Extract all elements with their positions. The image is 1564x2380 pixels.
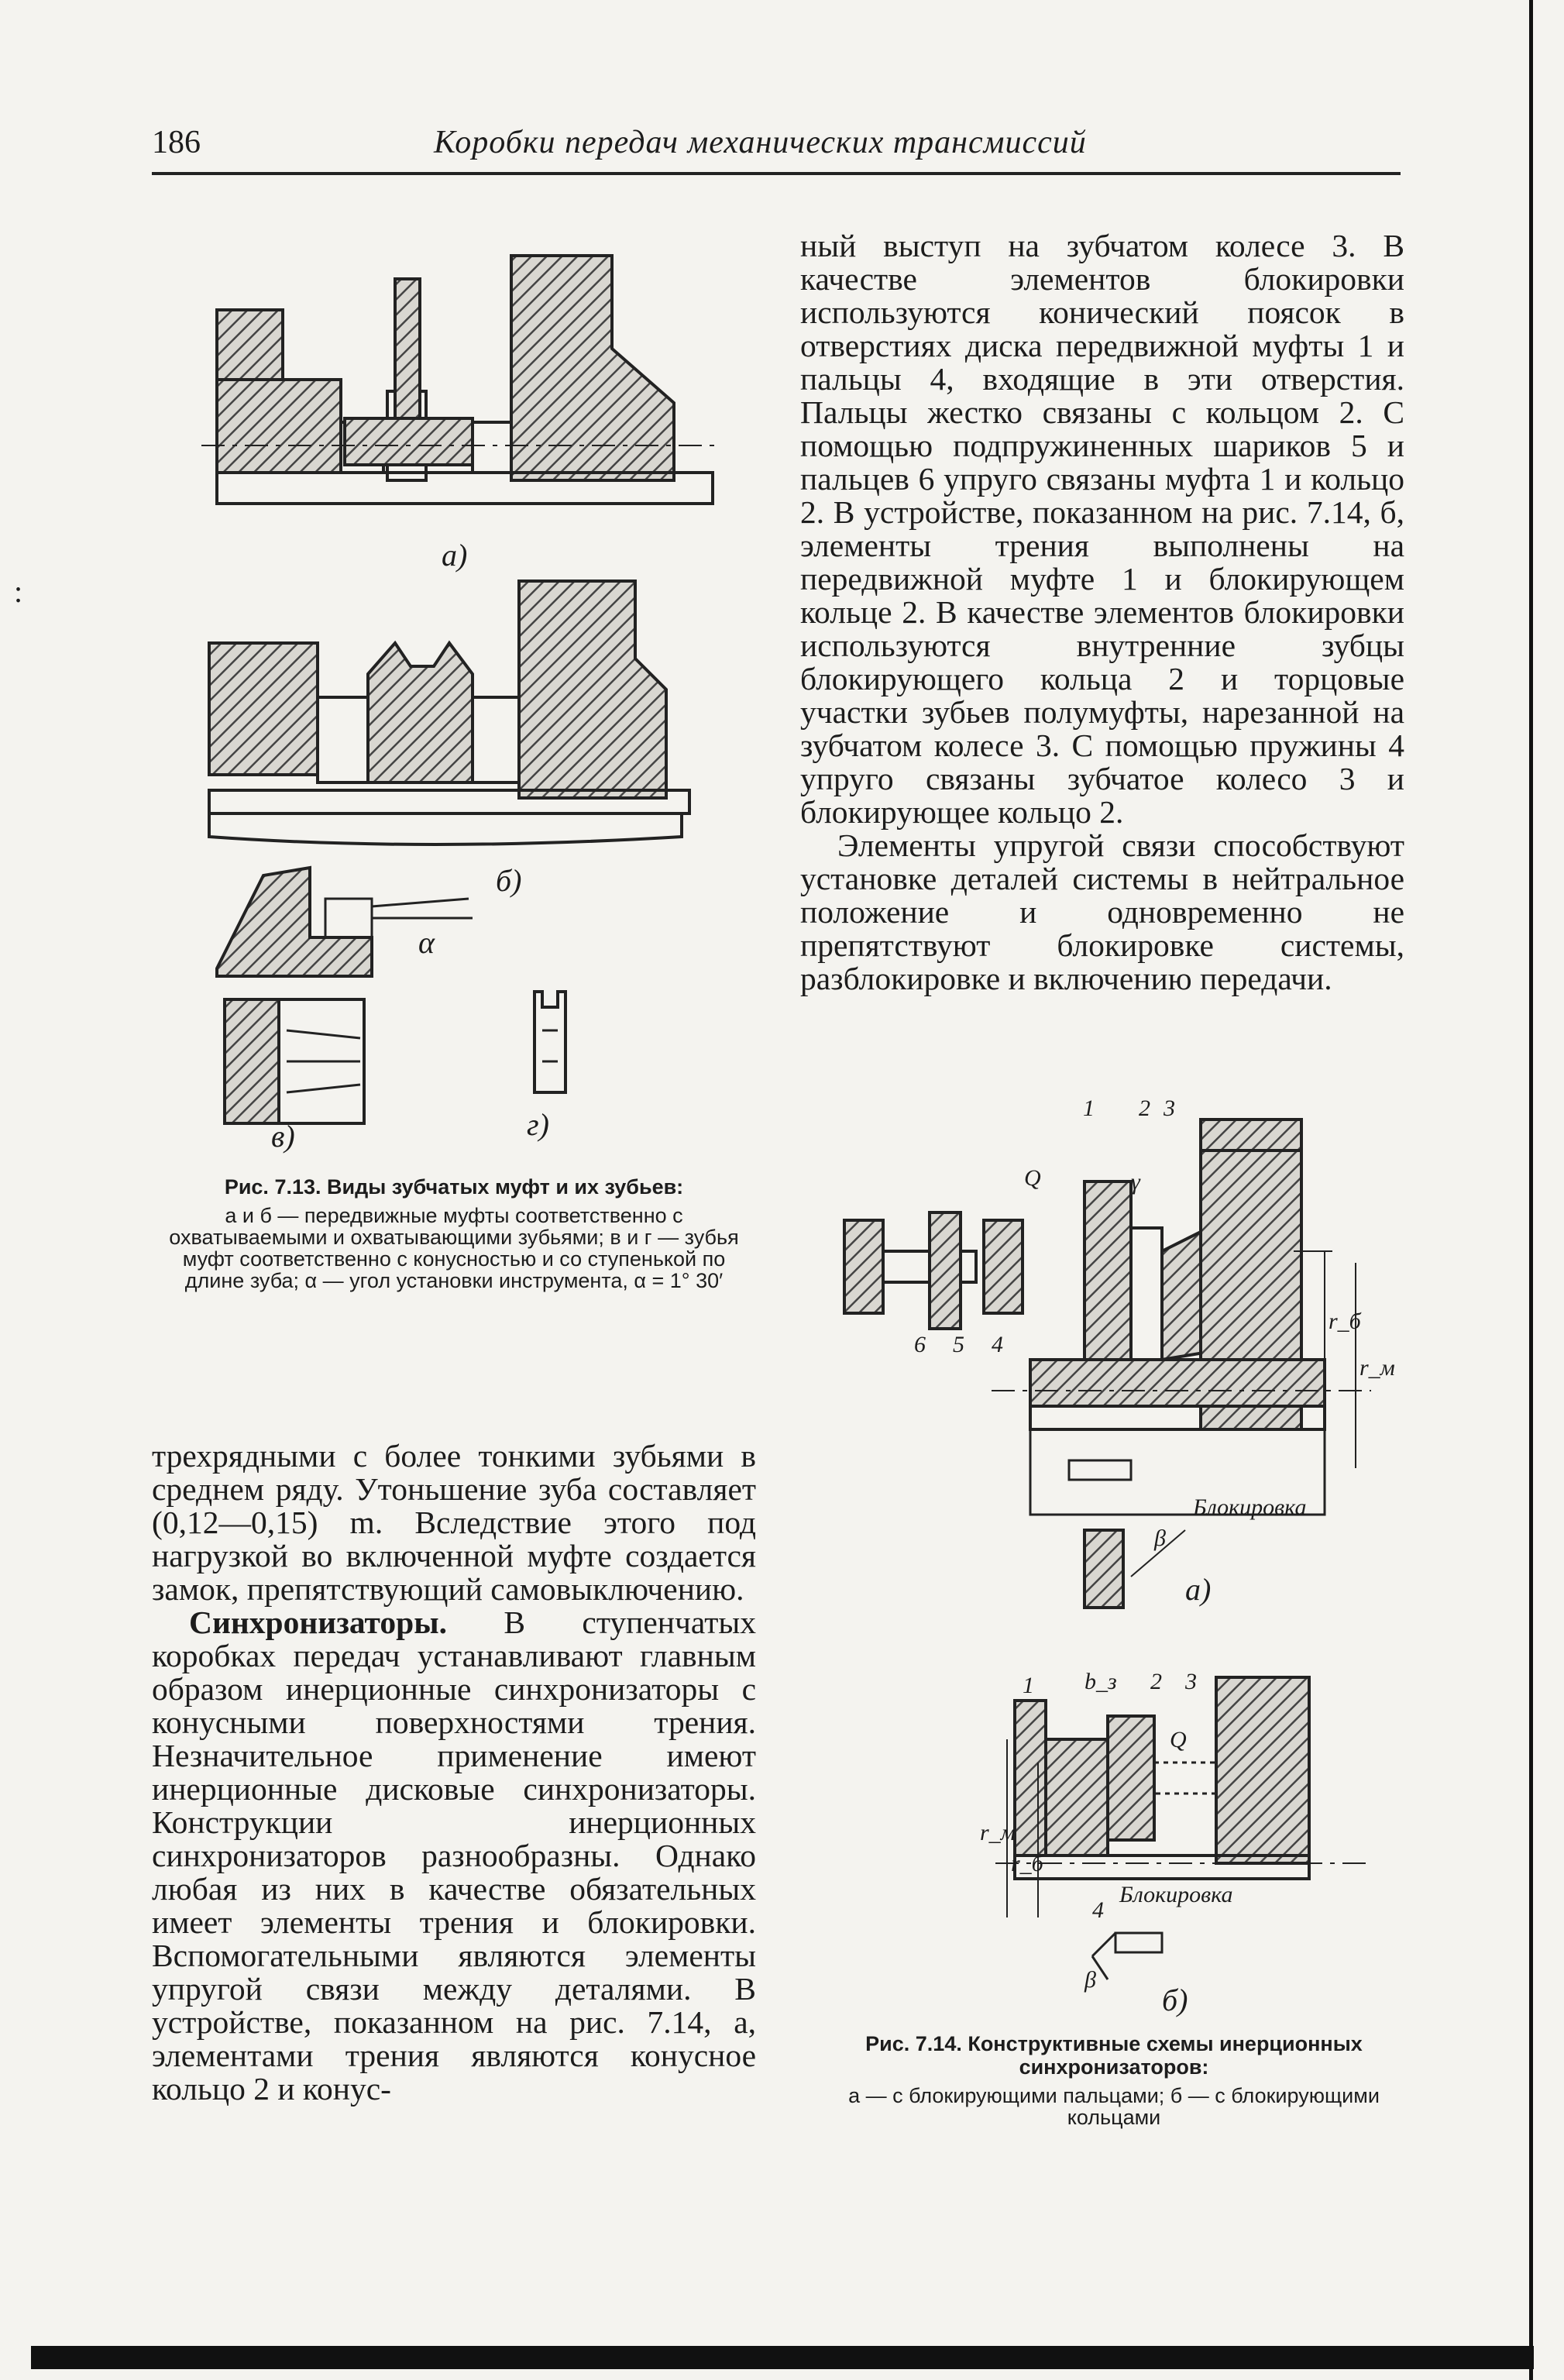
label-a: а) bbox=[1185, 1572, 1212, 1607]
label-b-lock: Блокировка bbox=[1119, 1882, 1233, 1907]
coupling-a-drawing bbox=[201, 256, 720, 573]
figure-7-14-caption-body: а — с блокирующими пальцами; б — с блокирующими кольцами bbox=[848, 2084, 1380, 2129]
right-paragraph-1: ный выступ на зубчатом колесе 3. В качестве элементов блокировки используются конический поясок в отверстиях диска передвижной муфты 1 и пальцы 4, входящие в эти отверстия. Пальцы жестко связаны с кольцом 2. С помощью подпружиненных шариков 5 и пальцев 6 упруго связаны муфта 1 и кольцо 2. В устройстве, показанном на рис. 7.14, б, элементы трения выполнены на передвижной муфте 1 и блокирующем кольце 2. В качестве элементов блокировки используются внутренние зубцы блокирующего кольца 2 и торцовые участки зубьев полумуфты, нарезанной на зубчатом колесе 3. С помощью пружины 4 упруго связаны зубчатое колесо 3 и блокирующее кольцо 2. bbox=[800, 228, 1404, 830]
figure-7-14 bbox=[829, 1095, 1395, 2026]
label-b-1: 1 bbox=[1023, 1673, 1034, 1698]
label-b-rb: r_б bbox=[1011, 1851, 1043, 1876]
label-b-rm: r_м bbox=[980, 1820, 1016, 1845]
coupling-b-drawing bbox=[209, 581, 689, 898]
label-a-6: 6 bbox=[914, 1332, 926, 1357]
tooth-stepped-g bbox=[527, 992, 565, 1142]
synchronizer-b-drawing bbox=[980, 1669, 1371, 2017]
right-column-text bbox=[800, 229, 1404, 996]
label-b-3: 3 bbox=[1185, 1669, 1197, 1694]
scan-edge-right bbox=[1529, 0, 1533, 2380]
label-v: в) bbox=[271, 1119, 295, 1154]
label-a-2: 2 bbox=[1139, 1095, 1150, 1121]
left-paragraph-1: трехрядными с более тонкими зубьями в среднем ряду. Утоньшение зуба составляет (0,12—0,15) m. Вследствие этого под нагрузкой во включенной муфте создается замок, препятствующий самовыключению. bbox=[152, 1438, 756, 1607]
right-paragraph-2: Элементы упругой связи способствуют установке деталей системы в нейтральное положение и одновременно не препятствуют блокировке системы, разблокировке и включению передачи. bbox=[800, 827, 1404, 996]
label-a-lock: Блокировка bbox=[1193, 1494, 1307, 1520]
figure-7-14-drawing bbox=[829, 1095, 1395, 2026]
label-b-beta: β bbox=[1084, 1967, 1096, 1993]
label-a-4: 4 bbox=[992, 1332, 1003, 1357]
label-a-gamma: γ bbox=[1131, 1169, 1140, 1195]
tooth-tapered-v bbox=[225, 999, 364, 1154]
running-title: Коробки передач механических трансмиссий bbox=[434, 125, 1087, 160]
figure-7-13-caption-title: Рис. 7.13. Виды зубчатых муфт и их зубьев: bbox=[224, 1175, 684, 1199]
label-b: б) bbox=[1162, 1983, 1188, 2017]
scan-edge-bottom bbox=[31, 2346, 1534, 2369]
label-a-rb: r_б bbox=[1329, 1309, 1361, 1334]
figure-7-14-caption bbox=[816, 2032, 1412, 2128]
label-a: а) bbox=[442, 538, 468, 573]
left-paragraph-2 bbox=[152, 1606, 756, 2106]
label-a-1: 1 bbox=[1083, 1095, 1095, 1121]
tooth-profile-alpha bbox=[217, 868, 473, 976]
label-b: б) bbox=[496, 863, 522, 898]
label-alpha: α bbox=[418, 925, 435, 960]
page-number: 186 bbox=[152, 125, 201, 160]
label-a-Q: Q bbox=[1024, 1165, 1041, 1191]
figure-7-14-caption-title: Рис. 7.14. Конструктивные схемы инерционных синхронизаторов: bbox=[865, 2032, 1363, 2079]
synchronizer-a-drawing bbox=[844, 1095, 1395, 1608]
label-b-Q: Q bbox=[1170, 1727, 1187, 1752]
label-b-bz: b_з bbox=[1084, 1669, 1117, 1694]
figure-7-13-drawing bbox=[178, 225, 751, 1154]
figure-7-13 bbox=[178, 225, 751, 1154]
figure-7-13-caption bbox=[152, 1175, 756, 1291]
label-a-5: 5 bbox=[953, 1332, 964, 1357]
figure-7-13-caption-body: а и б — передвижные муфты соответственно с охватываемыми и охватывающими зубьями; в и г — зубья муфт соответственно с конусностью и со ступенькой по длине зуба; α — угол установки инструмента, α = 1° 30′ bbox=[169, 1204, 739, 1292]
label-g: г) bbox=[527, 1107, 549, 1142]
label-a-rm: r_м bbox=[1359, 1355, 1395, 1381]
label-b-2: 2 bbox=[1150, 1669, 1162, 1694]
runin-heading-synchronizers: Синхронизаторы. bbox=[189, 1604, 447, 1640]
label-b-4: 4 bbox=[1092, 1897, 1104, 1923]
label-a-3: 3 bbox=[1164, 1095, 1175, 1121]
left-paragraph-2-text: В ступенчатых коробках передач устанавливают главным образом инерционные синхронизаторы с конусными поверхностями трения. Незначительное применение имеют инерционные дисковые синхронизаторы. Конструкции инерционных синхронизаторов разнообразны. Однако любая из них в качестве обязательных имеет элементы трения и блокировки. Вспомогательными являются элементы упругой связи между деталями. В устройстве, показанном на рис. 7.14, а, элементами трения являются конусное кольцо 2 и конус- bbox=[152, 1604, 757, 2107]
label-a-beta: β bbox=[1154, 1525, 1166, 1551]
left-column-text bbox=[152, 1439, 756, 2106]
margin-mark: : bbox=[14, 574, 23, 609]
header-rule bbox=[152, 172, 1401, 175]
